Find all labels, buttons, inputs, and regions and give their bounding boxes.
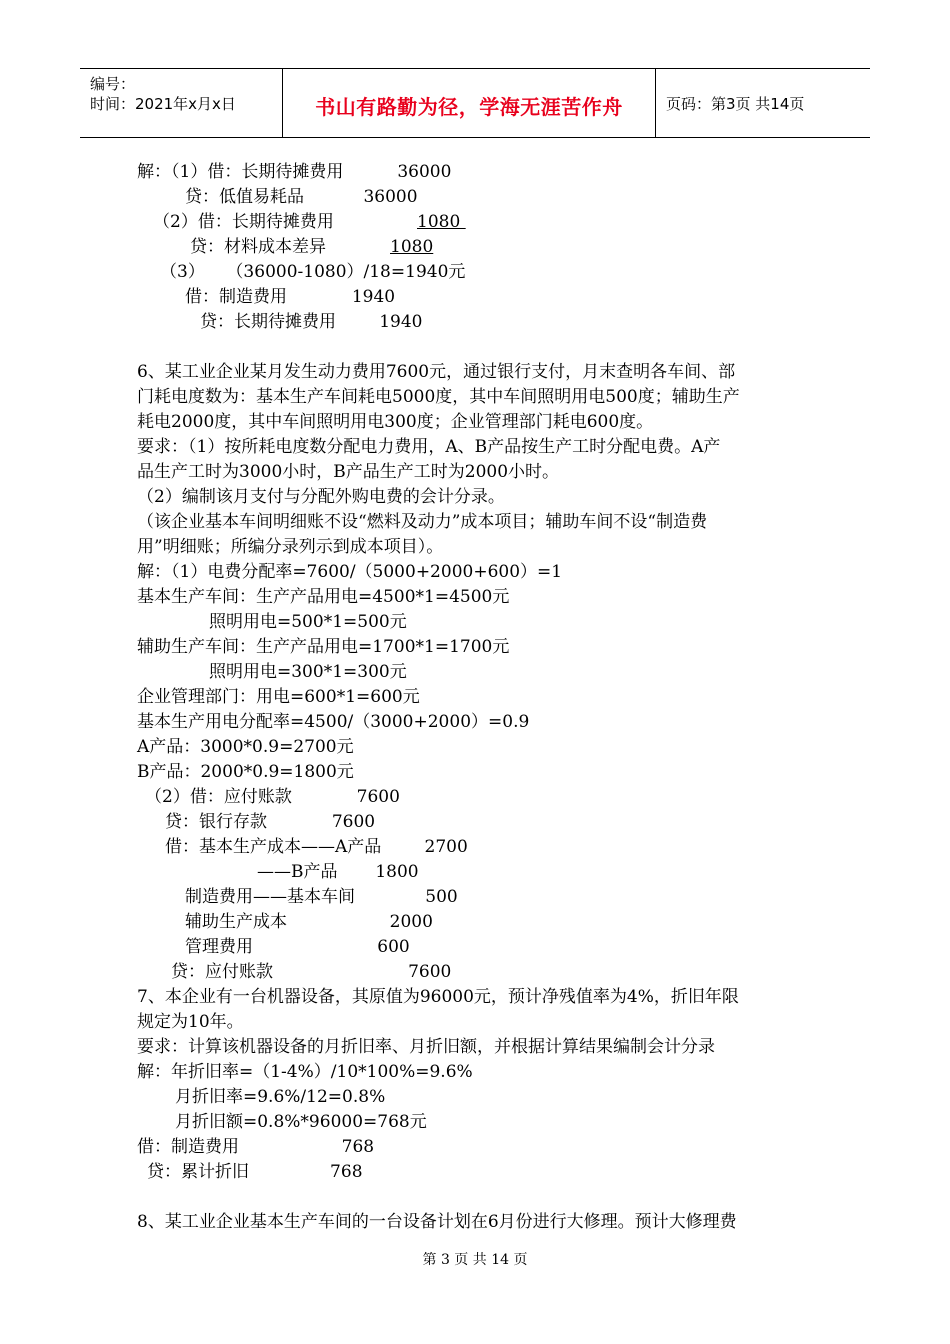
motto-text: 书山有路勤为径，学海无涯苦作舟 bbox=[315, 95, 623, 119]
text-line: 辅助生产车间：生产产品用电=1700*1=1700元 bbox=[137, 637, 510, 657]
text-line: 要求：计算该机器设备的月折旧率、月折旧额，并根据计算结果编制会计分录 bbox=[137, 1037, 715, 1057]
text-line: 借：基本生产成本——A产品 2700 bbox=[165, 837, 468, 857]
text-line: （2）借：应付账款 7600 bbox=[145, 787, 400, 807]
text-line: 月折旧率=9.6%/12=0.8% bbox=[175, 1087, 386, 1107]
text-line: 制造费用——基本车间 500 bbox=[185, 887, 458, 907]
header-motto-cell bbox=[283, 69, 656, 137]
text-line: 7、本企业有一台机器设备，其原值为96000元，预计净残值率为4%，折旧年限 bbox=[137, 987, 739, 1007]
text-line: 规定为10年。 bbox=[137, 1012, 244, 1032]
text-line: 品生产工时为3000小时，B产品生产工时为2000小时。 bbox=[137, 462, 560, 482]
page-info: 页码：第3页 共14页 bbox=[666, 95, 805, 113]
text-line: 解：（1）电费分配率=7600/（5000+2000+600）=1 bbox=[137, 562, 563, 582]
time-label: 时间：2021年x月x日 bbox=[90, 95, 236, 113]
text-line: A产品：3000*0.9=2700元 bbox=[137, 737, 354, 757]
text-line: 贷：应付账款 7600 bbox=[171, 962, 452, 982]
text-line: 8、某工业企业基本生产车间的一台设备计划在6月份进行大修理。预计大修理费 bbox=[137, 1212, 737, 1232]
text-line: 贷：长期待摊费用 1940 bbox=[200, 312, 423, 332]
text-line: 贷：低值易耗品 36000 bbox=[185, 187, 418, 207]
text-line: （2）借：长期待摊费用 bbox=[153, 212, 334, 232]
header-table bbox=[80, 68, 870, 138]
text-line: 企业管理部门：用电=600*1=600元 bbox=[137, 687, 420, 707]
text-line: 借：制造费用 1940 bbox=[185, 287, 396, 307]
text-line: 管理费用 600 bbox=[185, 937, 410, 957]
text-line: 门耗电度数为：基本生产车间耗电5000度，其中车间照明用电500度；辅助生产 bbox=[137, 387, 740, 407]
text-line: （该企业基本车间明细账不设“燃料及动力”成本项目；辅助车间不设“制造费 bbox=[137, 512, 708, 532]
text-line: 贷：累计折旧 768 bbox=[147, 1162, 363, 1182]
header-page-cell bbox=[656, 69, 870, 137]
text-line: 基本生产用电分配率=4500/（3000+2000）=0.9 bbox=[137, 712, 530, 732]
text-line: 用”明细账；所编分录列示到成本项目）。 bbox=[137, 537, 444, 557]
text-line: 解：（1）借：长期待摊费用 36000 bbox=[137, 162, 452, 182]
text-line: 贷：材料成本差异 bbox=[190, 237, 326, 257]
text-line: 辅助生产成本 2000 bbox=[185, 912, 433, 932]
text-line: 解：年折旧率=（1-4%）/10*100%=9.6% bbox=[137, 1062, 473, 1082]
text-line: 月折旧额=0.8%*96000=768元 bbox=[175, 1112, 427, 1132]
header-info-cell bbox=[80, 69, 283, 137]
text-line: 借：制造费用 768 bbox=[137, 1137, 375, 1157]
text-line: 耗电2000度，其中车间照明用电300度；企业管理部门耗电600度。 bbox=[137, 412, 654, 432]
text-line: 照明用电=300*1=300元 bbox=[209, 662, 407, 682]
number-label: 编号： bbox=[90, 75, 136, 93]
text-line: 基本生产车间：生产产品用电=4500*1=4500元 bbox=[137, 587, 510, 607]
text-line: 贷：银行存款 7600 bbox=[165, 812, 376, 832]
text-line: 要求：（1）按所耗电度数分配电力费用，A、B产品按生产工时分配电费。A产 bbox=[137, 437, 721, 457]
text-line: B产品：2000*0.9=1800元 bbox=[137, 762, 354, 782]
text-line: 6、某工业企业某月发生动力费用7600元，通过银行支付，月末查明各车间、部 bbox=[137, 362, 736, 382]
text-line: 1080 bbox=[390, 237, 434, 257]
text-line: 1080 bbox=[417, 212, 466, 232]
text-line: 照明用电=500*1=500元 bbox=[209, 612, 407, 632]
text-line: （2）编制该月支付与分配外购电费的会计分录。 bbox=[137, 487, 505, 507]
text-line: ——B产品 1800 bbox=[257, 862, 419, 882]
text-line: （3） （36000-1080）/18=1940元 bbox=[160, 262, 466, 282]
page-footer: 第 3 页 共 14 页 bbox=[422, 1252, 528, 1268]
